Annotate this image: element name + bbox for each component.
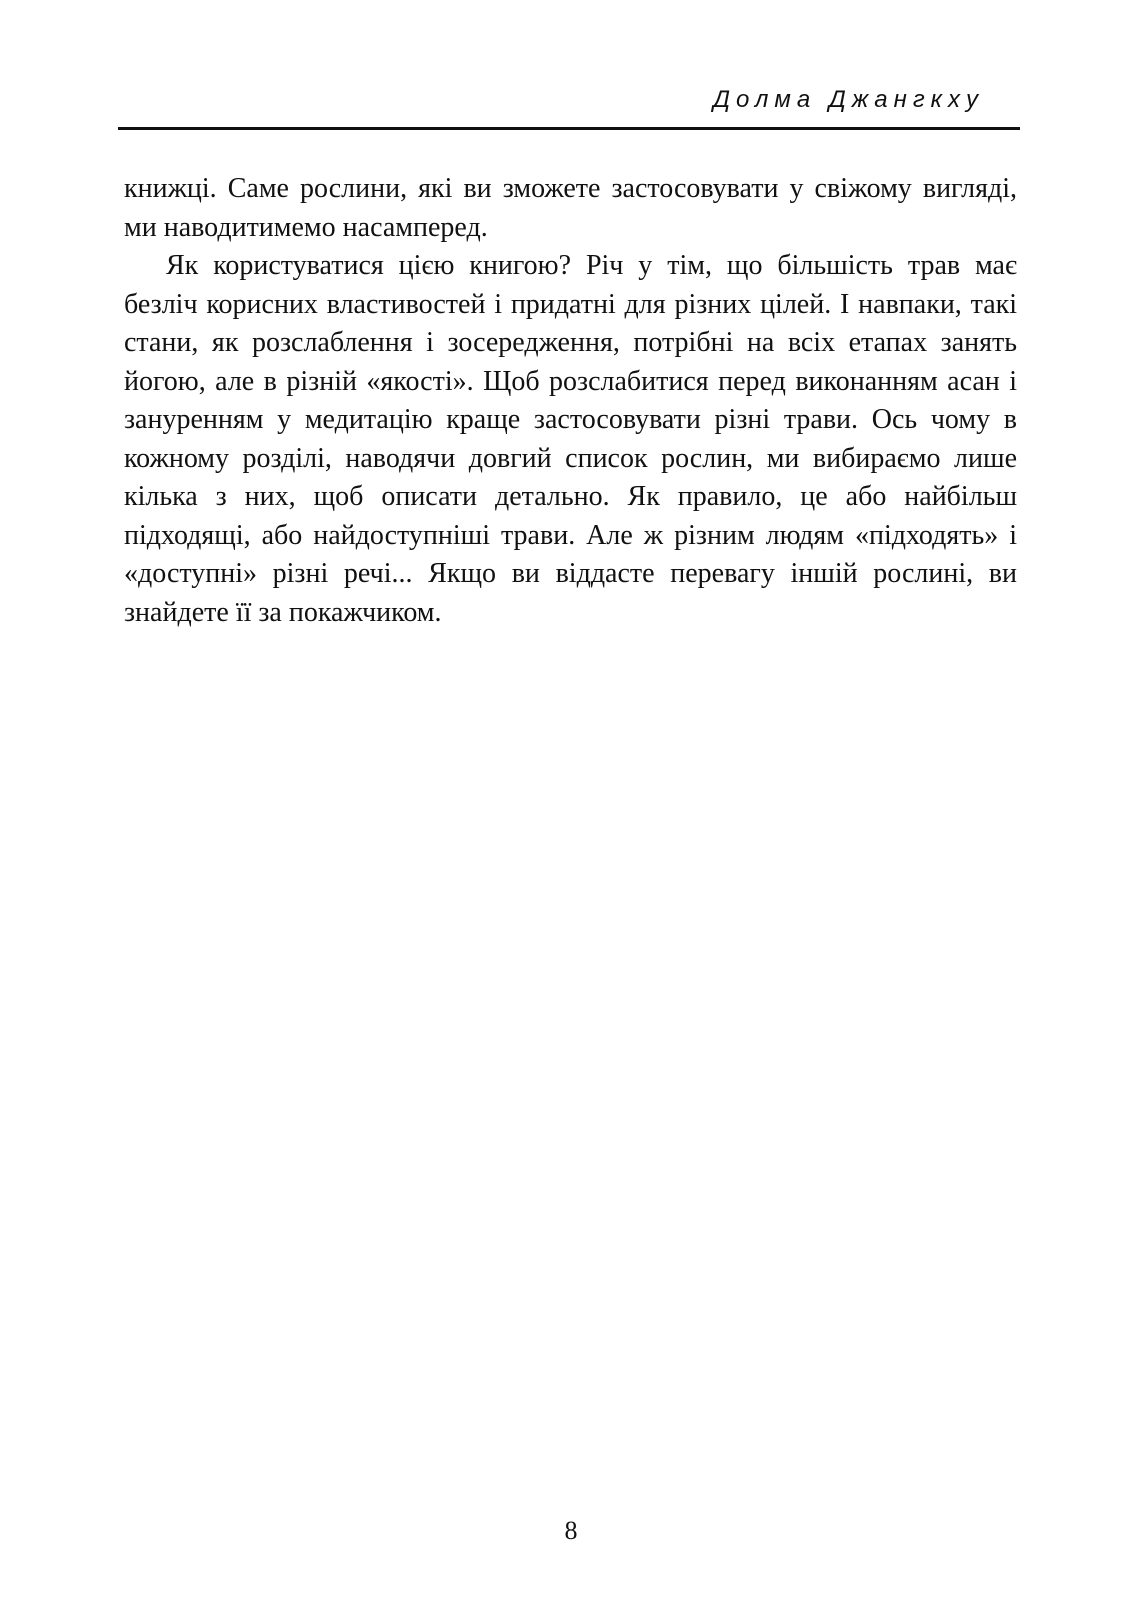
paragraph-continuation: книжці. Саме рослини, які ви зможете застосовувати у свіжому вигляді, ми наводитимемо насамперед.	[124, 173, 1017, 243]
header-rule	[118, 127, 1020, 130]
body-text	[124, 170, 1017, 632]
paragraph: Як користуватися цією книгою? Річ у тім, що більшість трав має безліч корисних властивостей і придатні для різних цілей. І навпаки, такі стани, як розслаблення і зосередження, потрібні на всіх етапах занять йогою, але в різній «якості». Щоб розслабитися перед виконанням асан і зануренням у медитацію краще застосовувати різні трави. Ось чому в кожному розділі, наводячи довгий список рослин, ми вибираємо лише кілька з них, щоб описати детально. Як правило, це або найбільш підходящі, або найдоступніші трави. Але ж різним людям «підходять» і «доступні» різні речі... Якщо ви віддасте перевагу іншій рослині, ви знайдете її за покажчиком.	[124, 250, 1017, 628]
page-number: 8	[564, 1516, 578, 1545]
running-header-title: Долма Джангкху	[713, 86, 984, 113]
